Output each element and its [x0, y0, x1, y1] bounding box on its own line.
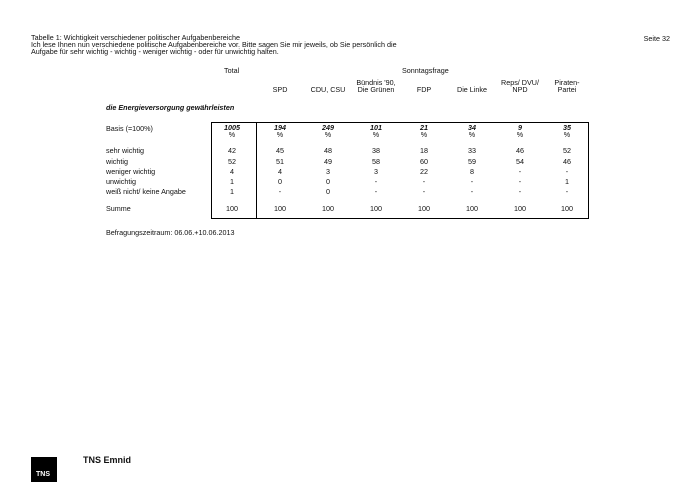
- basis-value: 9: [518, 123, 522, 132]
- percent-sign: %: [516, 130, 524, 139]
- sum-value: 100: [370, 204, 382, 213]
- row-label: weniger wichtig: [106, 167, 156, 176]
- table-cell: 46: [516, 146, 524, 155]
- table-cell: 0: [278, 177, 282, 186]
- table-cell: 22: [420, 167, 428, 176]
- column-header-line2: FDP: [416, 85, 432, 94]
- table-cell: 33: [468, 146, 476, 155]
- basis-value: 21: [420, 123, 428, 132]
- row-label: unwichtig: [106, 177, 136, 186]
- basis-value: 194: [274, 123, 286, 132]
- table-cell: -: [470, 177, 474, 186]
- column-header-line1: Bündnis '90,: [356, 78, 396, 87]
- page-number: Seite 32: [643, 34, 670, 43]
- table-cell: -: [470, 187, 474, 196]
- basis-value: 101: [370, 123, 382, 132]
- table-cell: 18: [420, 146, 428, 155]
- table-cell: -: [518, 167, 522, 176]
- table-cell: 52: [563, 146, 571, 155]
- percent-sign: %: [276, 130, 284, 139]
- table-cell: 42: [228, 146, 236, 155]
- table-cell: 58: [372, 157, 380, 166]
- table-cell: 45: [276, 146, 284, 155]
- table-cell: -: [518, 187, 522, 196]
- sum-value: 100: [561, 204, 573, 213]
- table-cell: -: [518, 177, 522, 186]
- table-divider: [256, 122, 257, 219]
- table-cell: 8: [470, 167, 474, 176]
- basis-label: Basis (=100%): [106, 124, 153, 133]
- percent-sign: %: [563, 130, 571, 139]
- basis-value: 1005: [224, 123, 240, 132]
- total-label: Total: [224, 66, 240, 75]
- table-cell: -: [422, 187, 426, 196]
- percent-sign: %: [468, 130, 476, 139]
- table-cell: -: [374, 187, 378, 196]
- table-cell: 48: [324, 146, 332, 155]
- column-header-line2: NPD: [512, 85, 528, 94]
- percent-sign: %: [228, 130, 236, 139]
- column-header-line1: Piraten-: [554, 78, 580, 87]
- table-cell: -: [278, 187, 282, 196]
- column-header-line2: CDU, CSU: [310, 85, 346, 94]
- table-cell: -: [565, 167, 569, 176]
- question-line-1: Ich lese Ihnen nun verschiedene politische Aufgabenbereiche vor. Bitte sagen Sie mir jeweils, ob Sie persönlich die: [31, 40, 397, 50]
- column-header-line2: Partei: [557, 85, 577, 94]
- sum-value: 100: [466, 204, 478, 213]
- table-cell: 3: [374, 167, 378, 176]
- table-cell: 0: [326, 187, 330, 196]
- column-header-line2: Die Grünen: [357, 85, 395, 94]
- table-cell: -: [565, 187, 569, 196]
- table-header: [31, 34, 631, 56]
- table-cell: 1: [230, 177, 234, 186]
- table-cell: 51: [276, 157, 284, 166]
- brand-name: TNS Emnid: [83, 455, 132, 465]
- column-header-line2: SPD: [272, 85, 288, 94]
- percent-sign: %: [324, 130, 332, 139]
- table-cell: 54: [516, 157, 524, 166]
- table-cell: 1: [565, 177, 569, 186]
- basis-value: 249: [322, 123, 334, 132]
- sum-value: 100: [514, 204, 526, 213]
- basis-value: 35: [563, 123, 571, 132]
- table-cell: 46: [563, 157, 571, 166]
- sum-label: Summe: [106, 204, 131, 213]
- group-label: Sonntagsfrage: [402, 66, 449, 75]
- percent-sign: %: [372, 130, 380, 139]
- tns-logo: [31, 457, 57, 482]
- row-label: sehr wichtig: [106, 146, 144, 155]
- row-label: wichtig: [106, 157, 128, 166]
- column-header-line2: Die Linke: [457, 85, 487, 94]
- table-cell: 38: [372, 146, 380, 155]
- question-line-2: Aufgabe für sehr wichtig - wichtig - weniger wichtig - oder für unwichtig halten.: [31, 47, 279, 57]
- table-cell: -: [422, 177, 426, 186]
- table-cell: 60: [420, 157, 428, 166]
- percent-sign: %: [420, 130, 428, 139]
- table-cell: 0: [326, 177, 330, 186]
- table-cell: 59: [468, 157, 476, 166]
- table-cell: 4: [230, 167, 234, 176]
- row-label: weiß nicht/ keine Angabe: [106, 187, 186, 196]
- sum-value: 100: [274, 204, 286, 213]
- table-cell: -: [374, 177, 378, 186]
- sum-value: 100: [226, 204, 238, 213]
- section-title: die Energieversorgung gewährleisten: [106, 103, 235, 112]
- tns-logo-text: TNS: [36, 471, 50, 478]
- table-cell: 49: [324, 157, 332, 166]
- sum-value: 100: [322, 204, 334, 213]
- column-header-line1: Reps/ DVU/: [501, 78, 539, 87]
- sum-value: 100: [418, 204, 430, 213]
- basis-value: 34: [468, 123, 476, 132]
- table-title: Tabelle 1: Wichtigkeit verschiedener politischer Aufgabenbereiche: [31, 33, 240, 42]
- table-cell: 52: [228, 157, 236, 166]
- table-cell: 3: [326, 167, 330, 176]
- table-cell: 4: [278, 167, 282, 176]
- survey-period: Befragungszeitraum: 06.06.+10.06.2013: [106, 228, 235, 237]
- table-cell: 1: [230, 187, 234, 196]
